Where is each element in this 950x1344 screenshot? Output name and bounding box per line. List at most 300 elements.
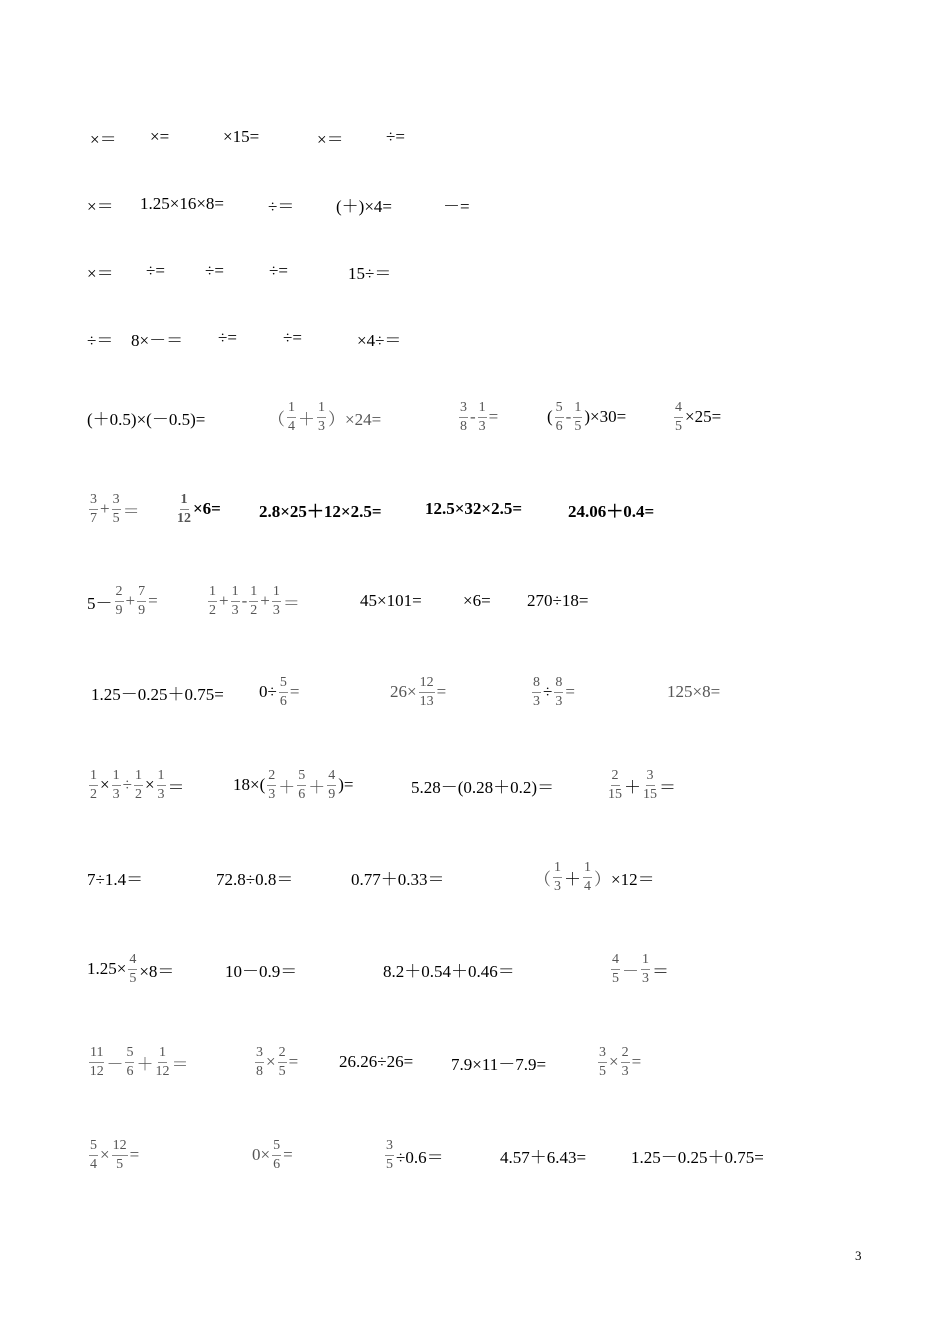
expression-text: 18×(: [233, 775, 266, 794]
fraction-numerator: 1: [478, 401, 487, 418]
fraction-denominator: 3: [231, 602, 239, 618]
exercise-item: [527, 571, 588, 631]
expression-text: (: [547, 407, 553, 426]
fraction: [459, 401, 468, 434]
expression-text: 1.25×16×8=: [140, 194, 225, 213]
fraction-denominator: 5: [574, 418, 582, 434]
expression-text: =: [565, 682, 575, 701]
fraction-denominator: 6: [298, 786, 306, 802]
fraction-denominator: 2: [134, 786, 142, 802]
exercise-row: [0, 241, 950, 301]
expression-text: 0×: [252, 1145, 271, 1164]
exercise-item: [216, 847, 293, 907]
fraction: [532, 676, 541, 709]
exercise-item: [351, 847, 445, 907]
expression-text: ×6=: [193, 499, 221, 518]
fraction-denominator: 5: [129, 970, 137, 986]
exercise-item: [463, 571, 491, 631]
fraction-numerator: 1: [641, 953, 650, 970]
fraction-numerator: 11: [89, 1046, 104, 1063]
exercise-item: [87, 308, 113, 368]
expression-text: ＋: [136, 1054, 154, 1074]
expression-text: ×＝: [87, 196, 114, 216]
expression-text: ÷＝: [87, 330, 114, 350]
fraction-numerator: 1: [208, 585, 217, 602]
exercise-item: [90, 107, 117, 167]
expression-text: 1.25－0.25＋0.75=: [631, 1147, 764, 1167]
expression-text: )×30=: [584, 407, 627, 426]
fraction-numerator: 1: [231, 585, 240, 602]
fraction-denominator: 5: [278, 1063, 286, 1079]
expression-text: （: [268, 409, 285, 429]
exercise-item: [259, 479, 382, 539]
fraction-numerator: 3: [89, 493, 98, 510]
exercise-item: [206, 571, 300, 631]
expression-text: ＋: [308, 777, 326, 797]
expression-text: -: [470, 407, 476, 426]
exercise-row: [0, 1125, 950, 1185]
fraction: [674, 401, 683, 434]
fraction: [231, 585, 240, 618]
expression-text: ＋: [624, 777, 641, 797]
expression-text: ×12＝: [611, 869, 655, 889]
fraction-numerator: 12: [419, 676, 435, 693]
expression-text: 45×101=: [360, 591, 422, 610]
fraction-numerator: 1: [112, 769, 121, 786]
fraction-numerator: 5: [125, 1046, 134, 1063]
exercise-row: [0, 174, 950, 234]
exercise-item: [223, 107, 259, 167]
exercise-item: [383, 939, 515, 999]
expression-text: =: [288, 1052, 299, 1071]
exercise-item: [386, 107, 405, 167]
fraction: [555, 401, 564, 434]
fraction-numerator: 4: [674, 401, 683, 418]
expression-text: =: [289, 682, 300, 701]
fraction: [134, 769, 143, 802]
expression-text: ÷=: [386, 127, 405, 146]
fraction-numerator: 5: [555, 401, 564, 418]
fraction-numerator: 3: [255, 1046, 264, 1063]
expression-text: 270÷18=: [527, 591, 589, 610]
expression-text: ×: [100, 1145, 110, 1164]
expression-text: =: [283, 1145, 293, 1164]
fraction-denominator: 7: [90, 510, 97, 526]
exercise-row: [0, 662, 950, 722]
fraction-numerator: 1: [158, 1046, 167, 1063]
fraction-numerator: 1: [249, 585, 258, 602]
exercise-item: [87, 479, 140, 539]
fraction-denominator: 3: [112, 786, 120, 802]
fraction-numerator: 4: [128, 953, 137, 970]
fraction-denominator: 3: [268, 786, 276, 802]
exercise-item: [667, 662, 720, 722]
fraction: [573, 401, 582, 434]
expression-text: 12.5×32×2.5=: [425, 499, 523, 518]
expression-text: －: [622, 961, 639, 981]
fraction: [115, 585, 124, 618]
fraction-denominator: 9: [328, 786, 336, 802]
fraction: [287, 401, 296, 434]
expression-text: ÷=: [283, 328, 302, 347]
fraction: [89, 769, 98, 802]
expression-text: 125×8=: [667, 682, 721, 701]
page-number: 3: [855, 1248, 862, 1263]
expression-text: 1.25－0.25＋0.75=: [91, 684, 224, 704]
fraction: [279, 676, 288, 709]
expression-text: ÷=: [205, 261, 224, 280]
exercise-row: [0, 387, 950, 447]
fraction-denominator: 2: [90, 786, 97, 802]
fraction-numerator: 2: [267, 769, 276, 786]
fraction-denominator: 5: [599, 1063, 606, 1079]
expression-text: ÷=: [269, 261, 288, 280]
fraction: [255, 1046, 264, 1079]
expression-text: =: [436, 682, 447, 701]
fraction-numerator: 12: [112, 1139, 128, 1156]
fraction: [89, 1139, 98, 1172]
fraction-denominator: 2: [250, 602, 258, 618]
expression-text: +: [260, 591, 270, 610]
fraction-numerator: 2: [115, 585, 124, 602]
fraction-denominator: 5: [112, 510, 120, 526]
exercise-item: [547, 387, 626, 447]
fraction-denominator: 12: [155, 1063, 170, 1079]
fraction: [155, 1046, 169, 1079]
exercise-item: [87, 387, 205, 447]
fraction-denominator: 15: [643, 786, 657, 802]
fraction-numerator: 1: [272, 585, 281, 602]
fraction: [272, 585, 281, 618]
fraction-numerator: 1: [134, 769, 143, 786]
exercise-item: [131, 308, 183, 368]
fraction: [598, 1046, 607, 1079]
exercise-item: [596, 1032, 641, 1092]
fraction-numerator: 4: [611, 953, 620, 970]
fraction-numerator: 1: [287, 401, 296, 418]
fraction: [278, 1046, 287, 1079]
exercise-row: [0, 571, 950, 631]
fraction-denominator: 3: [554, 878, 561, 894]
fraction-denominator: 8: [256, 1063, 263, 1079]
fraction: [419, 676, 435, 709]
fraction-denominator: 9: [138, 602, 146, 618]
expression-text: 72.8÷0.8＝: [216, 869, 294, 889]
exercise-item: [451, 1032, 546, 1092]
fraction: [327, 769, 336, 802]
fraction-numerator: 5: [297, 769, 306, 786]
fraction-numerator: 1: [157, 769, 166, 786]
exercise-item: [390, 662, 446, 722]
expression-text: =: [148, 591, 158, 610]
exercise-item: [500, 1125, 586, 1185]
expression-text: ÷=: [218, 328, 237, 347]
exercise-item: [259, 662, 299, 722]
exercise-item: [225, 939, 297, 999]
expression-text: (＋0.5)×(－0.5)=: [87, 409, 206, 429]
fraction-denominator: 2: [209, 602, 216, 618]
expression-text: ×＝: [90, 129, 117, 149]
fraction-denominator: 4: [584, 878, 591, 894]
fraction: [611, 953, 620, 986]
expression-text: -: [241, 591, 248, 610]
exercise-item: [87, 939, 174, 999]
expression-text: +: [125, 591, 136, 610]
expression-text: 0.77＋0.33＝: [351, 869, 445, 889]
fraction: [583, 861, 592, 894]
fraction: [267, 769, 276, 802]
expression-text: ×15=: [223, 127, 260, 146]
fraction-denominator: 6: [126, 1063, 134, 1079]
fraction-denominator: 5: [675, 418, 682, 434]
fraction: [112, 493, 121, 526]
expression-text: ÷: [122, 775, 132, 794]
fraction-numerator: 1: [553, 861, 562, 878]
fraction: [128, 953, 137, 986]
expression-text: 26×: [390, 682, 417, 701]
expression-text: 8.2＋0.54＋0.46＝: [383, 961, 515, 981]
fraction-numerator: 2: [278, 1046, 287, 1063]
expression-text: ÷0.6＝: [396, 1147, 444, 1167]
fraction-numerator: 3: [598, 1046, 607, 1063]
fraction-numerator: 8: [532, 676, 541, 693]
exercise-item: [205, 241, 224, 301]
fraction: [112, 769, 121, 802]
exercise-item: [87, 174, 114, 234]
expression-text: 10－0.9＝: [225, 961, 298, 981]
exercise-row: [0, 755, 950, 815]
fraction-numerator: 1: [317, 401, 326, 418]
expression-text: －=: [443, 196, 470, 216]
expression-text: =: [488, 407, 499, 426]
fraction-denominator: 6: [273, 1156, 281, 1172]
expression-text: ÷＝: [268, 196, 295, 216]
exercise-item: [411, 755, 554, 815]
fraction-numerator: 7: [137, 585, 146, 602]
expression-text: =: [631, 1052, 642, 1071]
fraction-numerator: 2: [611, 769, 620, 786]
exercise-item: [87, 1032, 188, 1092]
exercise-item: [457, 387, 498, 447]
fraction-denominator: 3: [157, 786, 165, 802]
expression-text: 5.28－(0.28＋0.2)＝: [411, 777, 555, 797]
fraction-denominator: 13: [419, 693, 434, 709]
exercise-item: [150, 107, 169, 167]
exercise-item: [175, 479, 221, 539]
exercise-item: [534, 847, 655, 907]
fraction-denominator: 3: [478, 418, 486, 434]
expression-text: -: [565, 407, 572, 426]
fraction-denominator: 6: [279, 693, 287, 709]
expression-text: +: [219, 591, 229, 610]
fraction: [554, 676, 563, 709]
fraction-numerator: 1: [583, 861, 592, 878]
expression-text: 7÷1.4＝: [87, 869, 144, 889]
fraction-denominator: 4: [90, 1156, 97, 1172]
expression-text: 26.26÷26=: [339, 1052, 414, 1071]
exercise-item: [140, 174, 224, 234]
fraction: [112, 1139, 128, 1172]
fraction-denominator: 3: [555, 693, 563, 709]
exercise-item: [218, 308, 237, 368]
fraction-numerator: 5: [89, 1139, 98, 1156]
expression-text: 1.25×: [87, 959, 127, 978]
fraction: [272, 1139, 281, 1172]
fraction: [125, 1046, 134, 1079]
fraction-numerator: 2: [621, 1046, 630, 1063]
fraction-denominator: 12: [89, 1063, 104, 1079]
expression-text: )=: [338, 775, 354, 794]
fraction: [385, 1139, 394, 1172]
exercise-item: [348, 241, 391, 301]
fraction-numerator: 5: [279, 676, 288, 693]
expression-text: ＝: [652, 961, 669, 981]
fraction: [89, 1046, 104, 1079]
exercise-item: [253, 1032, 298, 1092]
exercise-item: [360, 571, 422, 631]
fraction-numerator: 4: [327, 769, 336, 786]
exercise-item: [530, 662, 575, 722]
exercise-item: [268, 174, 294, 234]
expression-text: ＝: [659, 777, 676, 797]
fraction-denominator: 3: [621, 1063, 629, 1079]
exercise-item: [606, 755, 676, 815]
fraction: [208, 585, 217, 618]
fraction: [177, 493, 191, 526]
exercise-item: [87, 1125, 139, 1185]
expression-text: －: [106, 1054, 124, 1074]
fraction: [317, 401, 326, 434]
exercise-item: [568, 479, 654, 539]
fraction: [621, 1046, 630, 1079]
exercise-item: [631, 1125, 764, 1185]
fraction: [608, 769, 622, 802]
expression-text: ×4÷＝: [357, 330, 402, 350]
exercise-item: [268, 387, 381, 447]
fraction-denominator: 3: [318, 418, 325, 434]
exercise-item: [252, 1125, 293, 1185]
fraction-numerator: 5: [272, 1139, 281, 1156]
expression-text: ÷=: [146, 261, 165, 280]
exercise-row: [0, 107, 950, 167]
fraction-numerator: 3: [646, 769, 655, 786]
exercise-item: [87, 571, 158, 631]
expression-text: +: [100, 499, 110, 518]
fraction: [297, 769, 306, 802]
expression-text: ×＝: [87, 263, 114, 283]
fraction-denominator: 3: [272, 602, 280, 618]
exercise-item: [336, 174, 392, 234]
fraction-numerator: 3: [112, 493, 121, 510]
expression-text: ）: [594, 869, 611, 889]
exercise-item: [339, 1032, 413, 1092]
expression-text: ×: [100, 775, 110, 794]
fraction: [553, 861, 562, 894]
fraction-denominator: 5: [612, 970, 619, 986]
exercise-item: [91, 662, 224, 722]
exercise-item: [383, 1125, 444, 1185]
fraction-numerator: 8: [554, 676, 563, 693]
fraction-numerator: 1: [89, 769, 98, 786]
exercise-row: [0, 308, 950, 368]
expression-text: ×25=: [685, 407, 722, 426]
exercise-item: [283, 308, 302, 368]
expression-text: ＝: [122, 501, 140, 521]
expression-text: （: [534, 869, 551, 889]
fraction: [137, 585, 146, 618]
fraction-denominator: 12: [177, 510, 191, 526]
expression-text: ×: [609, 1052, 619, 1071]
fraction-denominator: 15: [608, 786, 622, 802]
exercise-row: [0, 939, 950, 999]
exercise-item: [609, 939, 669, 999]
expression-text: ×＝: [317, 129, 344, 149]
exercise-item: [443, 174, 470, 234]
fraction-denominator: 3: [642, 970, 649, 986]
fraction-denominator: 9: [115, 602, 123, 618]
expression-text: 15÷＝: [348, 263, 392, 283]
fraction-numerator: 1: [573, 401, 582, 418]
fraction-numerator: 1: [180, 493, 189, 510]
exercise-item: [672, 387, 721, 447]
exercise-row: [0, 847, 950, 907]
fraction-denominator: 5: [116, 1156, 124, 1172]
fraction-denominator: 3: [533, 693, 540, 709]
expression-text: ＝: [282, 593, 300, 613]
expression-text: =: [129, 1145, 140, 1164]
expression-text: ×8＝: [139, 961, 175, 981]
expression-text: 0÷: [259, 682, 277, 701]
expression-text: 5－: [87, 593, 113, 613]
fraction-denominator: 8: [460, 418, 467, 434]
fraction: [157, 769, 166, 802]
fraction-denominator: 6: [555, 418, 563, 434]
exercise-item: [317, 107, 344, 167]
expression-text: (＋)×4=: [336, 196, 392, 216]
expression-text: ＝: [171, 1054, 189, 1074]
fraction-denominator: 4: [288, 418, 295, 434]
expression-text: ＋: [564, 869, 581, 889]
fraction: [89, 493, 98, 526]
exercise-row: [0, 1032, 950, 1092]
expression-text: 7.9×11－7.9=: [451, 1054, 547, 1074]
exercise-item: [87, 241, 114, 301]
expression-text: ×: [144, 775, 155, 794]
expression-text: ＋: [278, 777, 296, 797]
fraction: [643, 769, 657, 802]
exercise-row: [0, 479, 950, 539]
expression-text: ＝: [167, 777, 185, 797]
fraction: [478, 401, 487, 434]
expression-text: 2.8×25＋12×2.5=: [259, 501, 382, 521]
expression-text: 4.57＋6.43=: [500, 1147, 587, 1167]
exercise-item: [233, 755, 354, 815]
expression-text: ×6=: [463, 591, 491, 610]
exercise-item: [87, 847, 143, 907]
exercise-item: [269, 241, 288, 301]
expression-text: ×: [266, 1052, 276, 1071]
fraction-numerator: 3: [459, 401, 468, 418]
exercise-item: [87, 755, 185, 815]
expression-text: ×=: [150, 127, 170, 146]
fraction-denominator: 5: [386, 1156, 393, 1172]
expression-text: ）×24=: [328, 409, 382, 429]
expression-text: ＋: [298, 409, 315, 429]
exercise-item: [146, 241, 165, 301]
fraction-numerator: 3: [385, 1139, 394, 1156]
fraction: [249, 585, 258, 618]
expression-text: 24.06＋0.4=: [568, 501, 655, 521]
